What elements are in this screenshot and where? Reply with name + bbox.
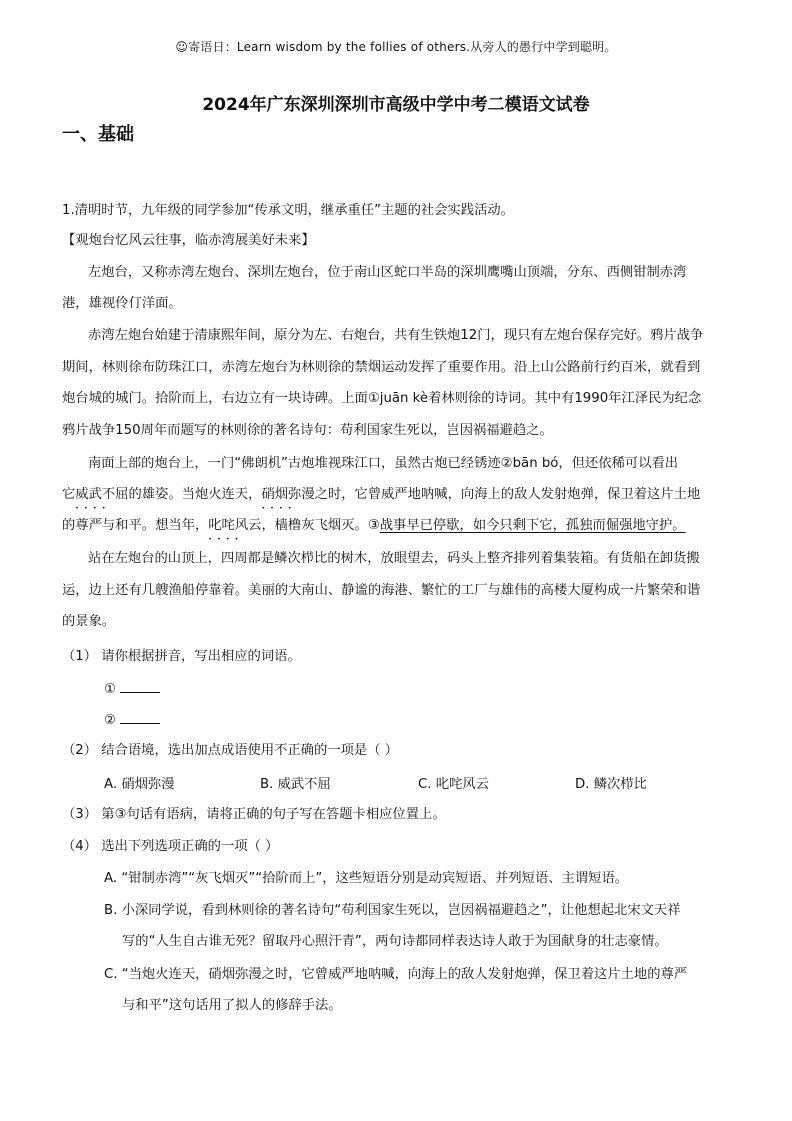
blank-label: ② [104, 713, 116, 728]
subquestion-2: （2） 结合语境，选出加点成语使用不正确的一项是（ ） [62, 743, 399, 758]
passage-line: 赤湾左炮台始建于清康熙年间，原分为左、右炮台，共有生铁炮12门，现只有左炮台保存完好。鸦片战争 [88, 328, 704, 343]
dotted-idiom: 威武不屈 • • • • [75, 486, 128, 504]
answer-blank-2 [104, 711, 160, 730]
option-a[interactable]: A. 硝烟弥漫 [104, 777, 175, 792]
passage-line: 的景象。 [62, 614, 116, 629]
option-b[interactable]: B. 小深同学说，看到林则徐的著名诗句“苟利国家生死以，岂因祸福避趋之”，让他想起北宋文天祥 [104, 903, 681, 918]
passage-line: 港，雄视伶仃洋面。 [62, 296, 182, 311]
option-c-cont: 与和平”这句话用了拟人的修辞手法。 [122, 998, 342, 1013]
text-segment: 的尊严与和平。想当年， [62, 518, 209, 533]
text-segment: 的雄姿。当炮火连天， [128, 487, 262, 502]
underlined-sentence: 战事早已停歇，如今只剩下它，孤独而倔强地守护。 [379, 518, 686, 533]
passage-line [62, 486, 700, 504]
subquestion-1: （1） 请你根据拼音，写出相应的词语。 [62, 649, 301, 664]
option-c[interactable]: C. “当炮火连天，硝烟弥漫之时，它曾威严地呐喊，向海上的敌人发射炮弹，保卫着这片土地的尊严 [104, 967, 688, 982]
option-c[interactable]: C. 叱咤风云 [418, 777, 489, 792]
dotted-idiom: 叱咤风云 • • • • [208, 517, 261, 535]
motto-line: ☺寄语日：Learn wisdom by the follies of others.从旁人的愚行中学到聪明。 [175, 40, 617, 54]
passage-line: 左炮台，又称赤湾左炮台、深圳左炮台，位于南山区蛇口半岛的深圳鹰嘴山顶端，分东、西侧钳制赤湾 [88, 265, 687, 280]
dotted-idiom: 硝烟弥漫 • • • • [261, 486, 314, 504]
passage-subtitle: 【观炮台忆风云往事，临赤湾展美好未来】 [62, 233, 315, 248]
text-segment: 之时，它曾威严地呐喊，向海上的敌人发射炮弹，保卫着这片土地 [314, 487, 701, 502]
option-b[interactable]: B. 威武不屈 [260, 777, 331, 792]
passage-line: 南面上部的炮台上，一门“佛朗机”古炮堆视珠江口，虽然古炮已经锈迹②bān bó，但还依稀可以看出 [88, 456, 679, 471]
subquestion-3: （3） 第③句话有语病，请将正确的句子写在答题卡相应位置上。 [62, 807, 446, 822]
passage-line: 鸦片战争150周年而题写的林则徐的著名诗句：苟利国家生死以，岂因祸福避趋之。 [62, 423, 553, 438]
passage-line [62, 517, 686, 535]
subquestion-4: （4） 选出下列选项正确的一项（ ） [62, 839, 279, 854]
option-d[interactable]: D. 鳞次栉比 [575, 777, 647, 792]
question-intro: 1.清明时节，九年级的同学参加“传承文明，继承重任”主题的社会实践活动。 [62, 203, 514, 218]
passage-line: 期间，林则徐布防珠江口，赤湾左炮台为林则徐的禁烟运动发挥了重要作用。沿上山公路前行约百米，就看到 [62, 360, 701, 375]
page-title: 2024年广东深圳深圳市高级中学中考二模语文试卷 [202, 95, 590, 115]
answer-line[interactable] [120, 711, 160, 724]
passage-line: 运，边上还有几艘渔船停靠着。美丽的大南山、静谧的海港、繁忙的工厂与雄伟的高楼大厦构成一片繁荣和谐 [62, 583, 701, 598]
passage-line: 炮台城的城门。拾阶而上，右边立有一块诗碑。上面①juān kè着林则徐的诗词。其中有1990年江泽民为纪念 [62, 391, 702, 406]
answer-line[interactable] [120, 680, 160, 693]
option-a[interactable]: A. “钳制赤湾”“灰飞烟灭”“拾阶而上”，这些短语分别是动宾短语、并列短语、主谓短语。 [104, 871, 629, 886]
passage-line: 站在左炮台的山顶上，四周都是鳞次栉比的树木，放眼望去，码头上整齐排列着集装箱。有货船在卸货搬 [88, 551, 700, 566]
blank-label: ① [104, 682, 116, 697]
text-segment: 它 [62, 487, 76, 502]
text-segment: ，樯橹灰飞烟灭。③ [261, 518, 380, 533]
section-heading: 一、基础 [62, 124, 134, 145]
option-b-cont: 写的“人生自古谁无死？留取丹心照汗青”，两句诗都同样表达诗人敢于为国献身的壮志豪情。 [122, 934, 668, 949]
answer-blank-1 [104, 680, 160, 699]
